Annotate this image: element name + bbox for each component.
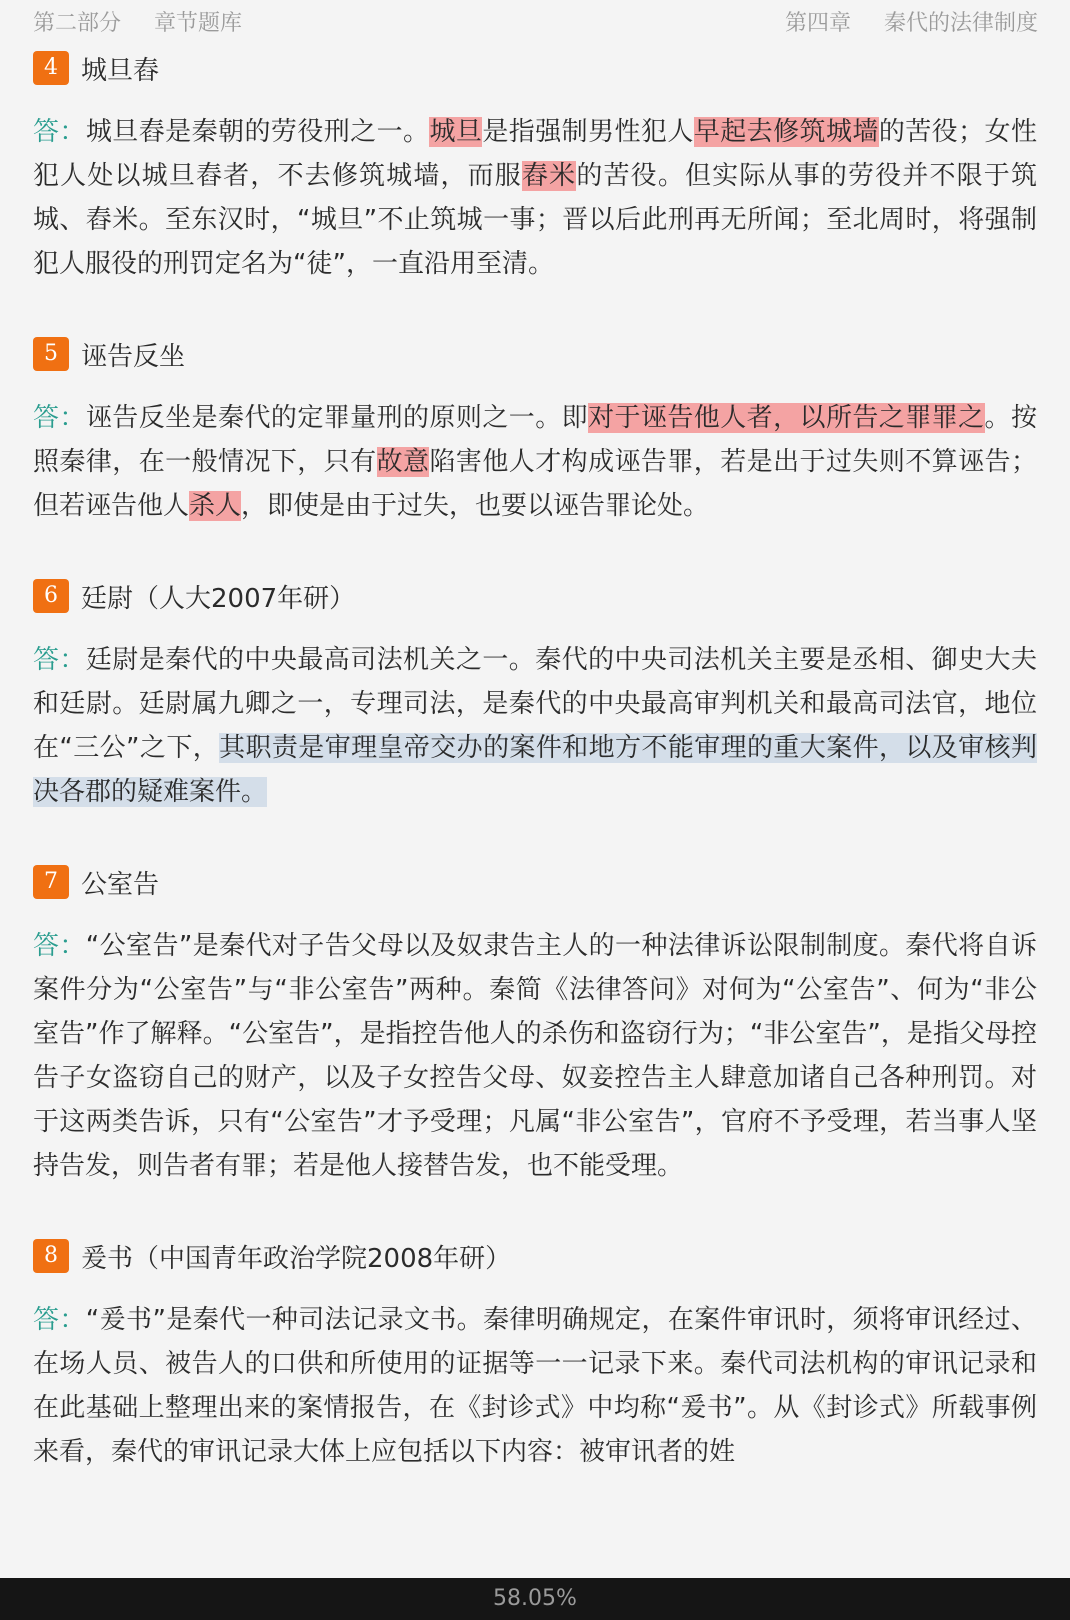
term-number-badge: 5 — [33, 337, 69, 371]
answer-text: “爰书”是秦代一种司法记录文书。秦律明确规定，在案件审讯时，须将审讯经过、在场人员、被告人的口供和所使用的证据等一一记录下来。秦代司法机构的审讯记录和在此基础上整理出来的案情报告，在《封诊式》中均称“爰书”。从《封诊式》所载事例来看，秦代的审讯记录大体上应包括以下内容：被审讯者的姓 — [33, 1305, 1037, 1467]
highlight-red[interactable]: 早起去修筑城墙 — [693, 117, 879, 147]
entry-7 — [33, 862, 1037, 1188]
answer-text: 是指强制男性犯人 — [482, 117, 694, 147]
entry-5 — [33, 334, 1037, 528]
term-title: 公室告 — [81, 869, 160, 900]
answer-text: 廷尉是秦代的中央最高司法机关之一。秦代的中央司法机关主要是丞相、御史大夫和廷尉。廷尉属九卿之一，专理司法，是秦代的中央最高审判机关和最高司法官，地位在“三公”之下， — [33, 645, 1037, 763]
answer-paragraph — [33, 396, 1037, 528]
header-chapter — [785, 6, 1038, 37]
answer-text: 陷害他人才构成诬告罪，若是出于过失则不算诬告；但若诬告他人 — [33, 447, 1037, 521]
term-heading — [33, 576, 1037, 616]
highlight-red[interactable]: 城旦 — [429, 117, 483, 147]
answer-text: 的苦役；女性犯人处以城旦舂者，不去修筑城墙，而服 — [33, 117, 1037, 191]
term-heading — [33, 1236, 1037, 1276]
header-chapter-number: 第四章 — [784, 11, 851, 36]
answer-paragraph — [33, 110, 1037, 286]
term-number-badge: 7 — [33, 865, 69, 899]
highlight-red[interactable]: 舂米 — [521, 161, 577, 191]
highlight-red[interactable]: 对于诬告他人者，以所告之罪罪之 — [588, 403, 985, 433]
answer-text: 诬告反坐是秦代的定罪量刑的原则之一。即 — [85, 403, 589, 433]
header-part: 第二部分 — [33, 11, 122, 36]
answer-label: 答： — [33, 117, 86, 147]
answer-label: 答： — [33, 1305, 86, 1335]
answer-text: 城旦舂是秦朝的劳役刑之一。 — [85, 117, 430, 147]
header-bank: 章节题库 — [154, 11, 243, 36]
term-title: 城旦舂 — [81, 55, 160, 86]
entry-6 — [33, 576, 1037, 814]
term-title: 爰书（中国青年政治学院2008年研） — [81, 1243, 512, 1274]
entry-8 — [33, 1236, 1037, 1474]
header-section — [33, 6, 242, 37]
term-number-badge: 8 — [33, 1239, 69, 1273]
answer-paragraph — [33, 1298, 1037, 1474]
term-title: 廷尉（人大2007年研） — [81, 583, 356, 614]
highlight-red[interactable]: 故意 — [376, 447, 430, 477]
reader-header — [0, 0, 1070, 40]
highlight-red[interactable]: 杀人 — [189, 491, 242, 521]
term-heading — [33, 334, 1037, 374]
header-chapter-title: 秦代的法律制度 — [883, 11, 1038, 36]
term-heading — [33, 48, 1037, 88]
highlight-blue-selection[interactable]: 其职责是审理皇帝交办的案件和地方不能审理的重大案件，以及审核判决各郡的疑难案件。 — [33, 733, 1037, 807]
term-heading — [33, 862, 1037, 902]
answer-text: “公室告”是秦代对子告父母以及奴隶告主人的一种法律诉讼限制制度。秦代将自诉案件分为“公室告”与“非公室告”两种。秦简《法律答问》对何为“公室告”、何为“非公室告”作了解释。“公室告”，是指控告他人的杀伤和盗窃行为；“非公室告”，是指父母控告子女盗窃自己的财产，以及子女控告父母、奴妾控告主人肆意加诸自己各种刑罚。对于这两类告诉，只有“公室告”才予受理；凡属“非公室告”，官府不予受理，若当事人坚持告发，则告者有罪；若是他人接替告发，也不能受理。 — [33, 931, 1037, 1181]
answer-text: 。按照秦律，在一般情况下，只有 — [33, 403, 1037, 477]
answer-text: ，即使是由于过失，也要以诬告罪论处。 — [241, 491, 710, 521]
answer-label: 答： — [33, 403, 86, 433]
answer-label: 答： — [33, 931, 86, 961]
reading-progress-bar — [0, 1578, 1070, 1620]
term-number-badge: 6 — [33, 579, 69, 613]
answer-text: 的苦役。但实际从事的劳役并不限于筑城、舂米。至东汉时，“城旦”不止筑城一事；晋以后此刑再无所闻；至北周时，将强制犯人服役的刑罚定名为“徒”，一直沿用至清。 — [33, 161, 1037, 279]
answer-paragraph — [33, 924, 1037, 1188]
entry-4 — [33, 48, 1037, 286]
page-content — [33, 48, 1037, 1522]
answer-label: 答： — [33, 645, 86, 675]
reading-progress: 58.05% — [493, 1586, 577, 1611]
term-number-badge: 4 — [33, 51, 69, 85]
term-title: 诬告反坐 — [81, 341, 186, 372]
answer-paragraph — [33, 638, 1037, 814]
